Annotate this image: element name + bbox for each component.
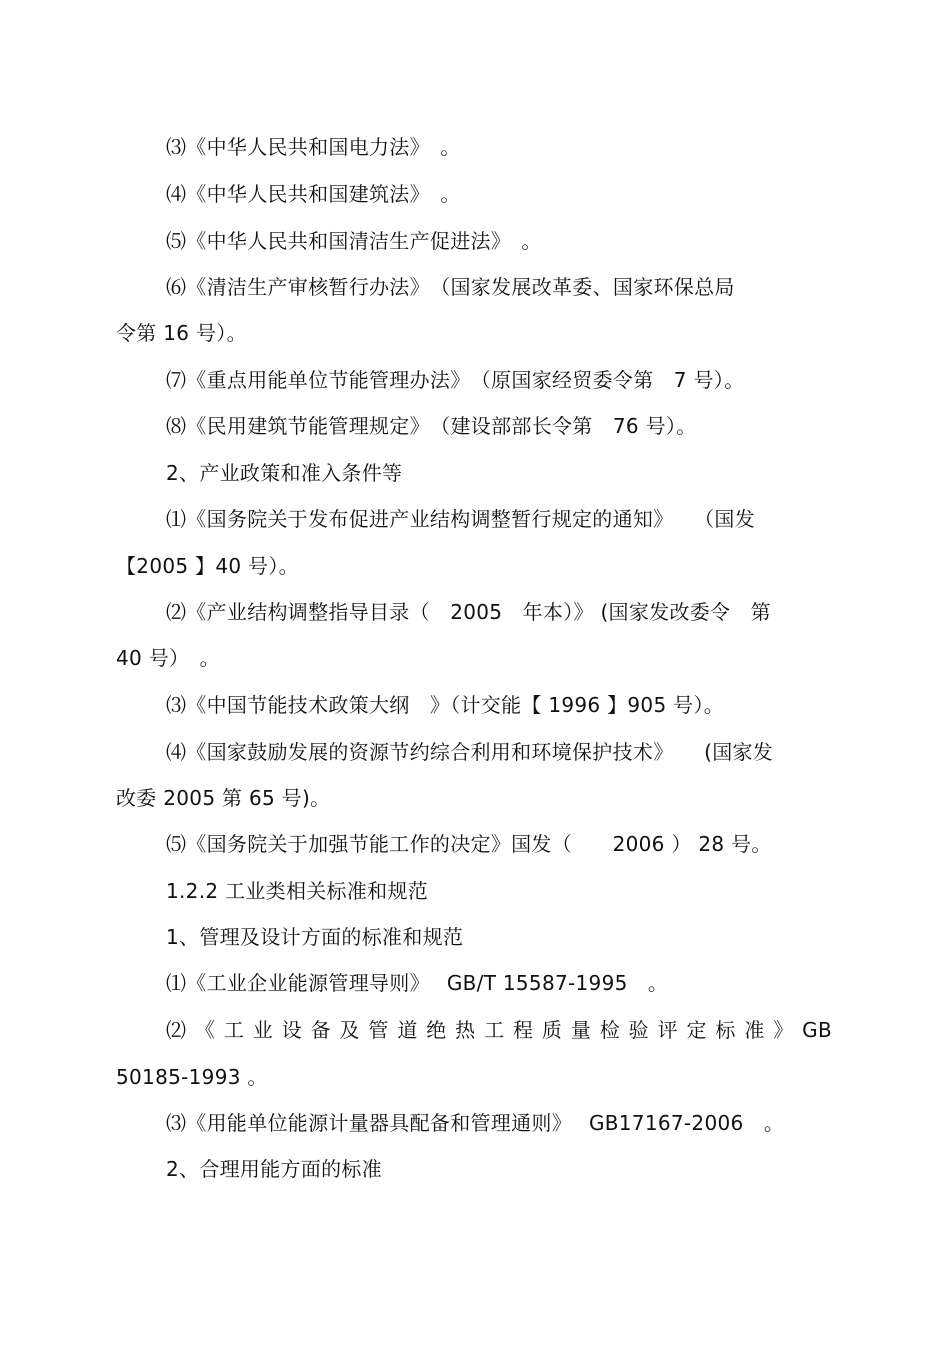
text-line: ⑸《国务院关于加强节能工作的决定》国发（ 2006 ） 28 号。	[166, 832, 772, 856]
text-line: ⑶《用能单位能源计量器具配备和管理通则》 GB17167-2006 。	[166, 1111, 785, 1135]
text-line: 【2005 】40 号）。	[116, 554, 299, 578]
text-line: 40 号） 。	[116, 646, 220, 670]
text-line: 改委 2005 第 65 号)。	[116, 786, 331, 810]
text-line: ⑷《国家鼓励发展的资源节约综合利用和环境保护技术》 (国家发	[166, 740, 774, 764]
text-line: ⑷《中华人民共和国建筑法》 。	[166, 182, 461, 206]
text-line: ⑹《清洁生产审核暂行办法》 （国家发展改革委、国家环保总局	[166, 275, 735, 299]
section-heading: 1、管理及设计方面的标准和规范	[166, 925, 464, 949]
text-line: ⑵《工业设备及管道绝热工程质量检验评定标准》GB	[166, 1018, 832, 1042]
text-line: ⑵《产业结构调整指导目录（ 2005 年本）》 (国家发改委令 第	[166, 600, 771, 624]
text-line: 50185-1993 。	[116, 1065, 268, 1089]
text-line: ⑺《重点用能单位节能管理办法》 （原国家经贸委令第 7 号）。	[166, 368, 745, 392]
text-line: ⑴《工业企业能源管理导则》 GB/T 15587-1995 。	[166, 971, 669, 995]
text-line: 令第 16 号）。	[116, 321, 247, 345]
text-line: ⑶《中华人民共和国电力法》 。	[166, 135, 461, 159]
text-line: ⑶《中国节能技术政策大纲 》（计交能【 1996 】905 号）。	[166, 693, 725, 717]
text-line: ⑴《国务院关于发布促进产业结构调整暂行规定的通知》 （国发	[166, 507, 755, 531]
text-line: ⑸《中华人民共和国清洁生产促进法》 。	[166, 229, 542, 253]
section-heading: 2、合理用能方面的标准	[166, 1157, 383, 1181]
section-heading: 1.2.2 工业类相关标准和规范	[166, 879, 429, 903]
section-heading: 2、产业政策和准入条件等	[166, 461, 403, 485]
text-line: ⑻《民用建筑节能管理规定》 （建设部部长令第 76 号）。	[166, 414, 697, 438]
